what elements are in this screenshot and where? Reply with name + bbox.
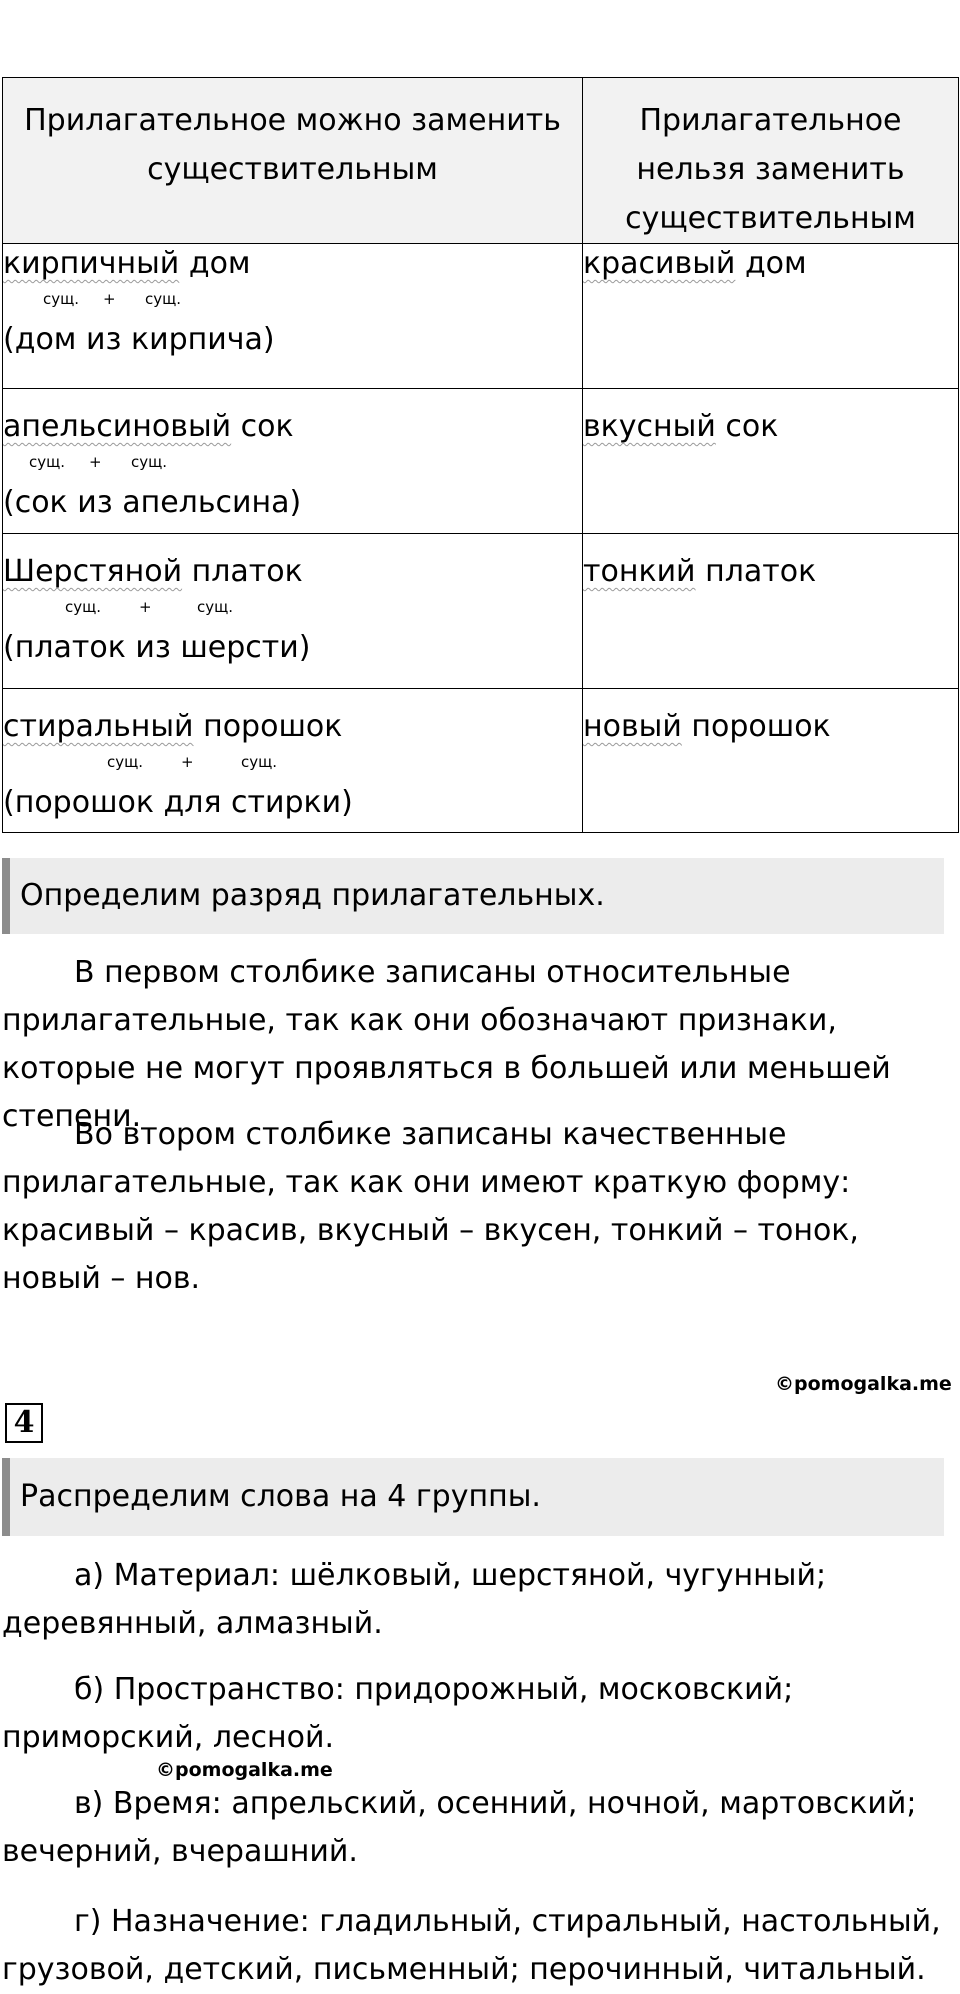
noun-word: дом	[735, 246, 807, 281]
relative-adjective-cell	[3, 244, 583, 389]
adjective-word: новый	[583, 709, 682, 744]
paragraph: б) Пространство: придорожный, московский; приморский, лесной.	[2, 1672, 794, 1755]
adjective-word: апельсиновый	[3, 409, 232, 444]
adjective-word: красивый	[583, 246, 736, 281]
morph-note: сущ. + сущ.	[29, 453, 168, 471]
task-number: 4	[5, 1403, 43, 1443]
noun-word: платок	[695, 554, 817, 589]
paragraph: Во втором столбике записаны качественные прилагательные, так как они имеют краткую форму: красивый – красив, вкусный – вкусен, тонкий – тонок, новый – нов.	[2, 1117, 859, 1296]
table-row	[3, 389, 959, 534]
noun-word: порошок	[681, 709, 831, 744]
relative-adjective-cell	[3, 689, 583, 833]
header-replaceable: Прилагательное можно заменить существительным	[3, 78, 583, 244]
table-row	[3, 534, 959, 689]
paraphrase: (сок из апельсина)	[3, 485, 302, 520]
qualitative-adjective-cell	[583, 689, 959, 833]
adjective-word: стиральный	[3, 709, 194, 744]
paragraph: а) Материал: шёлковый, шерстяной, чугунный; деревянный, алмазный.	[2, 1558, 827, 1641]
paraphrase: (порошок для стирки)	[3, 785, 353, 820]
adjective-word: кирпичный	[3, 246, 180, 281]
table-row	[3, 689, 959, 833]
noun-word: дом	[179, 246, 251, 281]
paragraph: г) Назначение: гладильный, стиральный, настольный, грузовой, детский, письменный; перочинный, читальный.	[2, 1904, 941, 1987]
paraphrase: (платок из шерсти)	[3, 630, 311, 665]
paragraph: В первом столбике записаны относительные прилагательные, так как они обозначают признаки, которые не могут проявляться в большей или меньшей степени.	[2, 955, 891, 1134]
morph-note: сущ. + сущ.	[65, 598, 234, 616]
qualitative-adjective-cell	[583, 244, 959, 389]
watermark: ©pomogalka.me	[775, 1373, 952, 1395]
paragraph: в) Время: апрельский, осенний, ночной, мартовский; вечерний, вчерашний.	[2, 1786, 917, 1869]
noun-word: порошок	[193, 709, 343, 744]
relative-adjective-cell	[3, 534, 583, 689]
watermark: ©pomogalka.me	[156, 1759, 333, 1781]
relative-adjective-cell	[3, 389, 583, 534]
adjectives-table	[2, 77, 959, 833]
table-row	[3, 244, 959, 389]
morph-note: сущ. + сущ.	[107, 753, 278, 771]
adjective-word: тонкий	[583, 554, 696, 589]
morph-note: сущ. + сущ.	[43, 290, 182, 308]
qualitative-adjective-cell	[583, 389, 959, 534]
adjective-word: Шерстяной	[3, 554, 183, 589]
section-heading: Распределим слова на 4 группы.	[2, 1458, 944, 1536]
section-heading: Определим разряд прилагательных.	[2, 858, 944, 934]
qualitative-adjective-cell	[583, 534, 959, 689]
noun-word: сок	[231, 409, 294, 444]
noun-word: платок	[182, 554, 303, 589]
paraphrase: (дом из кирпича)	[3, 322, 275, 357]
table-header-row	[3, 78, 959, 244]
noun-word: сок	[715, 409, 779, 444]
adjective-word: вкусный	[583, 409, 716, 444]
header-not-replaceable: Прилагательное нельзя заменить существительным	[583, 78, 959, 244]
